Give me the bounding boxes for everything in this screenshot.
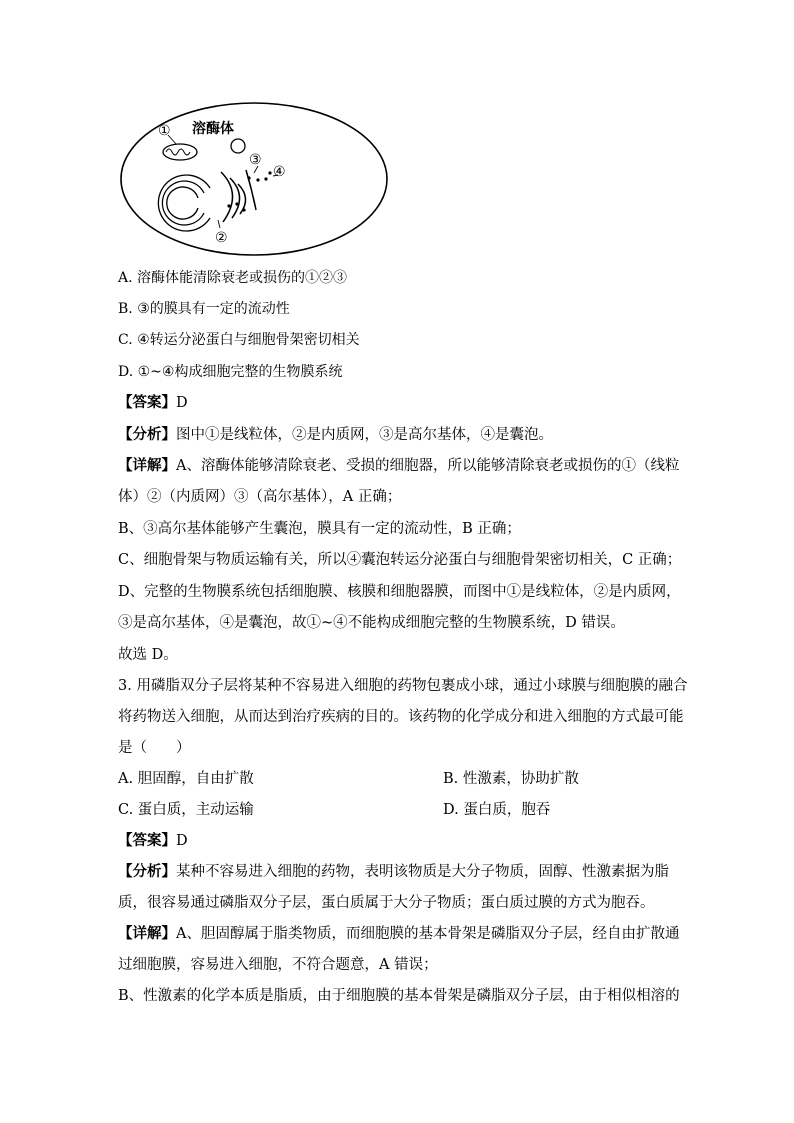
answer-value: D: [176, 395, 188, 411]
detail-tag: 【详解】: [118, 925, 176, 942]
q2-option-c: C. ④转运分泌蛋白与细胞骨架密切相关: [118, 332, 360, 348]
analysis-text: 图中①是线粒体，②是内质网，③是高尔基体，④是囊泡。: [176, 427, 553, 443]
q2-detail-line-1: [118, 456, 679, 476]
lysosome-shape: [231, 139, 245, 153]
q2-answer: [118, 393, 188, 413]
q3-analysis-line-1: [118, 862, 669, 882]
q3-stem-line-3: 是（ ）: [118, 740, 191, 756]
mitochondrion-shape: [163, 144, 197, 160]
q2-detail-line-4: C、细胞骨架与物质运输有关，所以④囊泡转运分泌蛋白与细胞骨架密切相关，C 正确；: [118, 552, 682, 568]
analysis-tag: 【分析】: [118, 863, 176, 880]
q3-detail-line-2: 过细胞膜，容易进入细胞，不符合题意，A 错误；: [118, 957, 438, 973]
analysis-text: 某种不容易进入细胞的药物，表明该物质是大分子物质，固醇、性激素据为脂: [176, 864, 669, 880]
label-1: ①: [158, 123, 171, 139]
q2-detail-line-3: B、③高尔基体能够产生囊泡，膜具有一定的流动性，B 正确；: [118, 521, 521, 537]
q3-detail-line-3: B、性激素的化学本质是脂质，由于细胞膜的基本骨架是磷脂双分子层，由于相似相溶的: [118, 988, 680, 1004]
q2-conclusion: 故选 D。: [118, 647, 178, 663]
golgi-shape: [221, 170, 256, 222]
q3-answer: [118, 831, 188, 851]
q2-option-b: B. ③的膜具有一定的流动性: [118, 301, 290, 317]
q3-detail-line-1: [118, 924, 679, 944]
q3-stem-line-2: 将药物送入细胞，从而达到治疗疾病的目的。该药物的化学成分和进入细胞的方式最可能: [118, 709, 684, 725]
cell-diagram-svg: [118, 100, 390, 258]
label-lysosome: 溶酶体: [192, 121, 234, 137]
label-2: ②: [215, 230, 228, 246]
detail-text: A、溶酶体能够清除衰老、受损的细胞器，所以能够清除衰老或损伤的①（线粒: [176, 458, 680, 474]
label-3: ③: [249, 152, 262, 168]
q2-detail-line-6: ③是高尔基体，④是囊泡，故①~④不能构成细胞完整的生物膜系统，D 错误。: [118, 615, 625, 631]
q3-option-b: B. 性激素，协助扩散: [443, 771, 579, 787]
q2-option-a: A. 溶酶体能清除衰老或损伤的①②③: [118, 270, 348, 286]
q3-option-a: A. 胆固醇，自由扩散: [118, 771, 254, 787]
er-shape: [158, 175, 210, 231]
answer-tag: 【答案】: [118, 832, 176, 849]
analysis-tag: 【分析】: [118, 426, 176, 443]
cell-diagram: [118, 100, 390, 258]
detail-tag: 【详解】: [118, 457, 176, 474]
answer-tag: 【答案】: [118, 394, 176, 411]
q3-option-d: D. 蛋白质，胞吞: [443, 802, 551, 818]
q2-detail-line-5: D、完整的生物膜系统包括细胞膜、核膜和细胞器膜，而图中①是线粒体，②是内质网，: [118, 584, 681, 600]
vesicles-shape: [227, 171, 271, 211]
q2-analysis: [118, 425, 553, 445]
label-4: ④: [273, 164, 286, 180]
detail-text: A、胆固醇属于脂类物质，而细胞膜的基本骨架是磷脂双分子层，经自由扩散通: [176, 926, 680, 942]
q3-option-c: C. 蛋白质，主动运输: [118, 802, 254, 818]
q2-detail-line-2: 体）②（内质网）③（高尔基体），A 正确；: [118, 489, 402, 505]
answer-value: D: [176, 833, 188, 849]
q2-option-d: D. ①~④构成细胞完整的生物膜系统: [118, 364, 343, 380]
q3-analysis-line-2: 质，很容易通过磷脂双分子层，蛋白质属于大分子物质；蛋白质过膜的方式为胞吞。: [118, 895, 655, 911]
q3-stem-line-1: 3. 用磷脂双分子层将某种不容易进入细胞的药物包裹成小球，通过小球膜与细胞膜的融合: [118, 678, 688, 694]
